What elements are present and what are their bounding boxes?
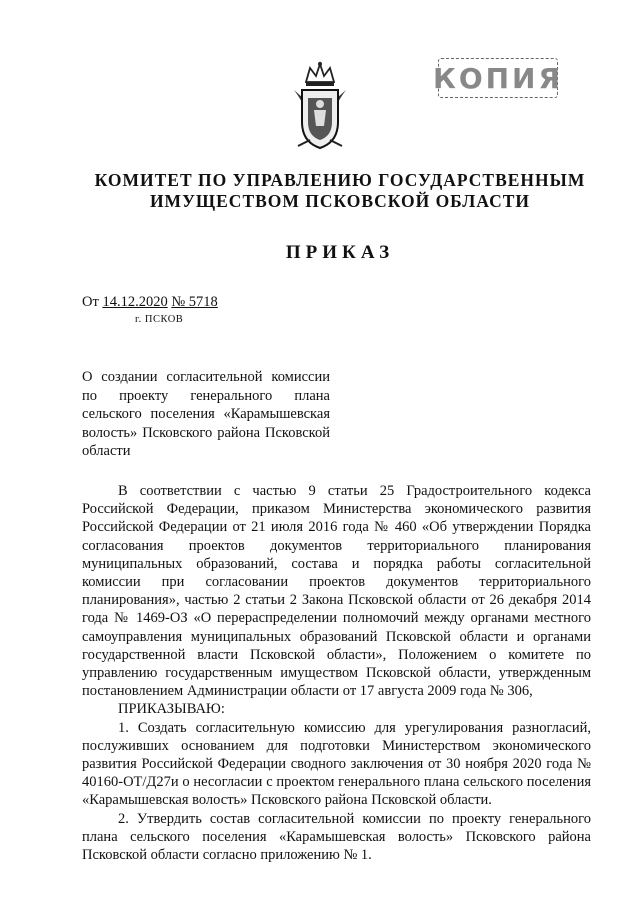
coat-of-arms-emblem <box>288 60 352 152</box>
order-number: № 5718 <box>171 294 218 310</box>
preamble-paragraph: В соответствии с частью 9 статьи 25 Градостроительного кодекса Российской Федерации, приказом Министерства экономического развития Российской Федерации от 21 июля 2016 года № 460 «Об утверждении Порядка согласования проектов документов территориального планирования муниципальных образований, состава и порядка работы согласительной комиссии при согласовании проектов документов территориального планирования», частью 2 статьи 2 Закона Псковской области от 26 декабря 2014 года № 1469-ОЗ «О перераспределении полномочий между органами местного самоуправления муниципальных образований Псковской области и органами государственной власти Псковской области», Положением о комитете по управлению государственным имуществом Псковской области, утвержденным постановлением Администрации области от 17 августа 2009 года № 306, <box>82 483 591 700</box>
item-2-paragraph: 2. Утвердить состав согласительной комиссии по проекту генерального плана сельского поселения «Карамышевская волость» Псковского района Псковской области согласно приложению № 1. <box>82 810 591 864</box>
order-city: г. ПСКОВ <box>135 314 184 325</box>
order-date: 14.12.2020 <box>102 294 168 310</box>
committee-title-line1: КОМИТЕТ ПО УПРАВЛЕНИЮ ГОСУДАРСТВЕННЫМ <box>94 170 586 190</box>
order-title: ПРИКАЗ <box>285 242 395 263</box>
committee-title <box>60 170 620 212</box>
command-word: ПРИКАЗЫВАЮ: <box>118 701 225 718</box>
order-subject: О создании согласительной комиссии по проекту генерального плана сельского поселения «Карамышевская волость» Псковского района Псковской области <box>82 369 330 459</box>
order-body <box>82 482 591 864</box>
committee-title-line2: ИМУЩЕСТВОМ ПСКОВСКОЙ ОБЛАСТИ <box>149 191 531 211</box>
order-date-line <box>82 294 218 311</box>
item-1-paragraph: 1. Создать согласительную комиссию для урегулирования разногласий, послуживших основанием для подготовки Министерством экономического развития Российской Федерации сводного заключения от 30 ноября 2020 года № 40160-ОТ/Д27и о несогласии с проектом генерального плана сельского поселения «Карамышевская волость» Псковского района Псковской области. <box>82 719 591 809</box>
date-prefix: От <box>82 294 103 310</box>
copy-stamp: КОПИЯ <box>438 58 558 98</box>
